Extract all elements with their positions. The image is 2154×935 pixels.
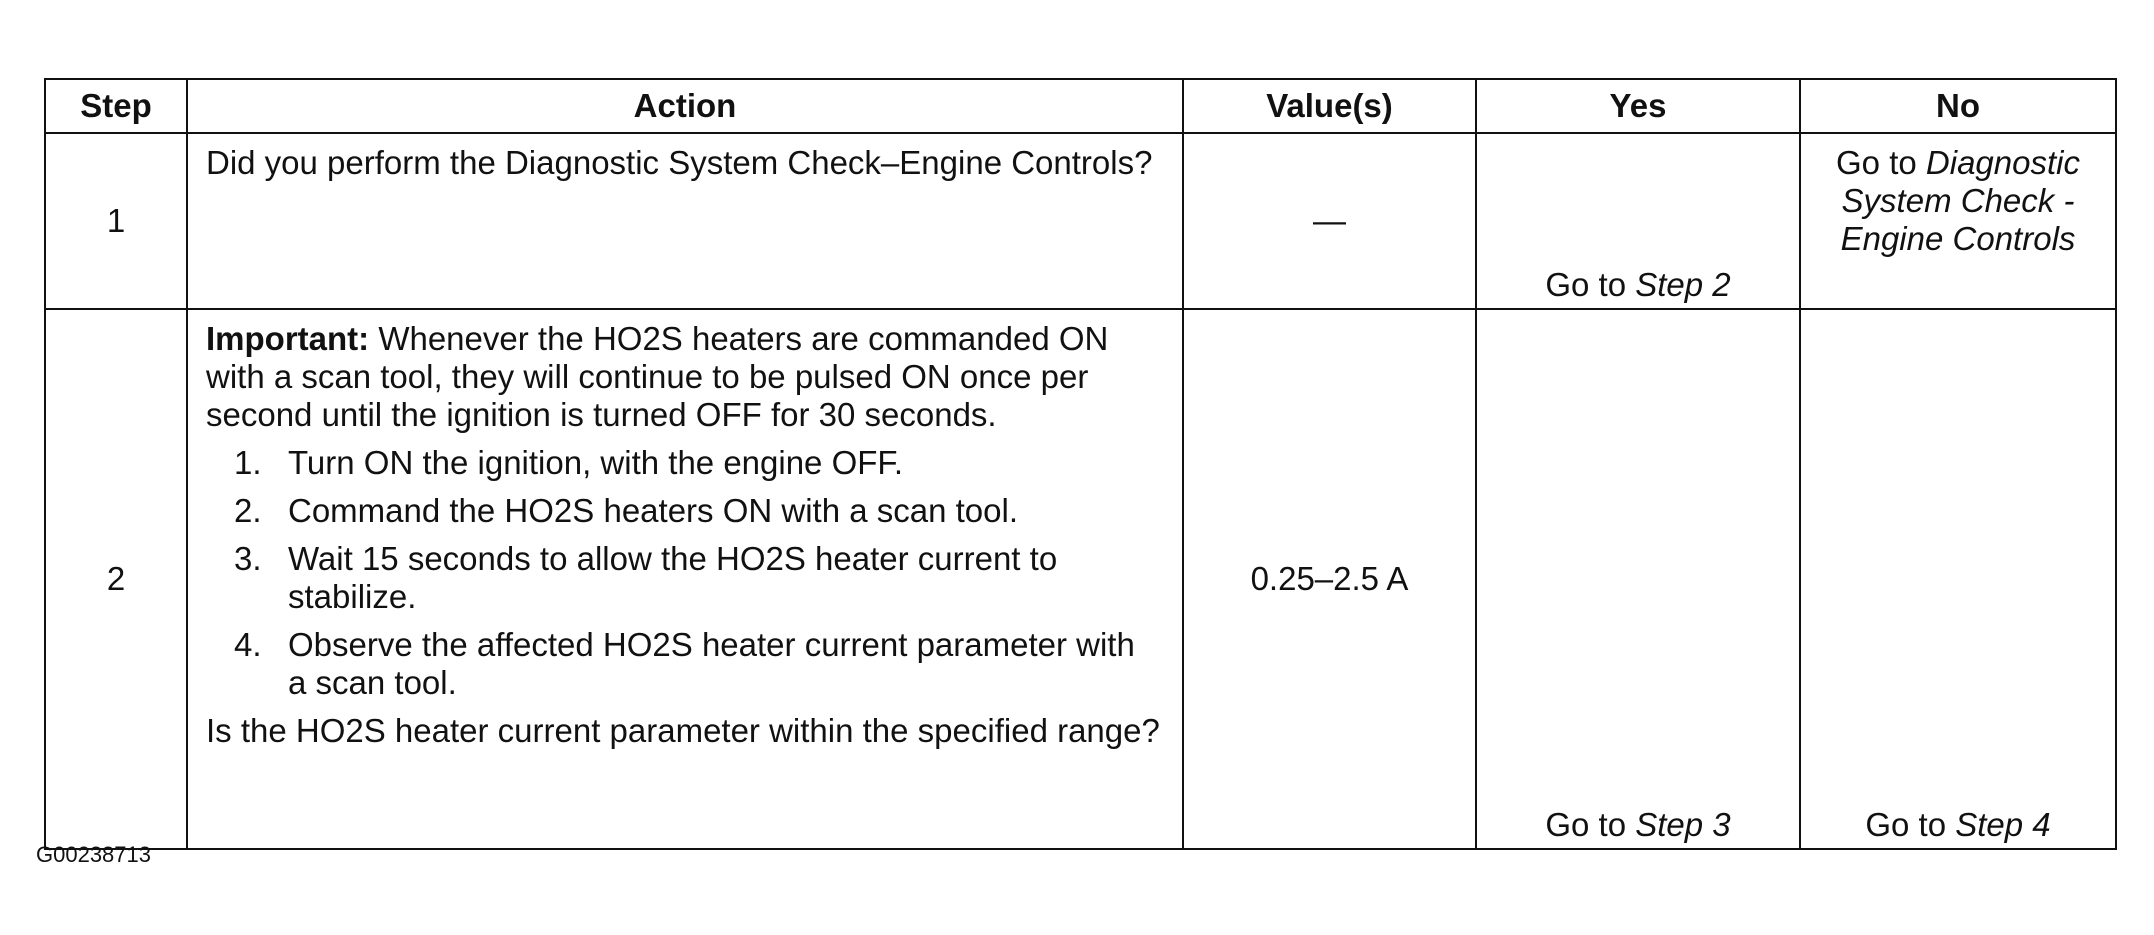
value-cell: — bbox=[1183, 133, 1476, 309]
substep-list bbox=[206, 444, 1162, 702]
header-no: No bbox=[1800, 79, 2116, 133]
yes-step-link[interactable]: Step 3 bbox=[1635, 806, 1731, 843]
substep-text: Observe the affected HO2S heater current parameter with a scan tool. bbox=[288, 626, 1135, 701]
step-number: 1 bbox=[45, 133, 187, 309]
no-cell bbox=[1800, 309, 2116, 849]
table-row bbox=[45, 133, 2116, 309]
table-row bbox=[45, 309, 2116, 849]
no-link-line-3[interactable]: Engine Controls bbox=[1840, 220, 2076, 257]
substep-number: 3. bbox=[234, 540, 262, 577]
important-text: Whenever the HO2S heaters are commanded ON with a scan tool, they will continue to be pulsed ON once per second until the ignition is turned OFF for 30 seconds. bbox=[206, 320, 1109, 433]
substep-number: 4. bbox=[234, 626, 262, 663]
step-number: 2 bbox=[45, 309, 187, 849]
important-note bbox=[206, 320, 1162, 434]
question-text: Is the HO2S heater current parameter within the specified range? bbox=[206, 712, 1160, 749]
action-text: Did you perform the Diagnostic System Check–Engine Controls? bbox=[206, 144, 1153, 181]
substep-number: 2. bbox=[234, 492, 262, 529]
list-item bbox=[206, 444, 1162, 482]
figure-id: G00238713 bbox=[36, 842, 151, 867]
important-label: Important: bbox=[206, 320, 370, 357]
yes-cell bbox=[1476, 133, 1800, 309]
substep-text: Turn ON the ignition, with the engine OFF. bbox=[288, 444, 904, 481]
action-cell bbox=[187, 309, 1183, 849]
no-prefix: Go to bbox=[1865, 806, 1956, 843]
substep-number: 1. bbox=[234, 444, 262, 481]
header-values: Value(s) bbox=[1183, 79, 1476, 133]
header-action: Action bbox=[187, 79, 1183, 133]
list-item bbox=[206, 626, 1162, 702]
yes-step-link[interactable]: Step 2 bbox=[1635, 266, 1731, 303]
no-prefix: Go to bbox=[1836, 144, 1926, 181]
no-step-link[interactable]: Step 4 bbox=[1955, 806, 2051, 843]
table-header-row bbox=[45, 79, 2116, 133]
yes-cell bbox=[1476, 309, 1800, 849]
header-step: Step bbox=[45, 79, 187, 133]
no-cell bbox=[1800, 133, 2116, 309]
no-link-line-1[interactable]: Diagnostic bbox=[1925, 144, 2080, 181]
substep-text: Wait 15 seconds to allow the HO2S heater current to stabilize. bbox=[288, 540, 1058, 615]
no-link-line-2[interactable]: System Check - bbox=[1841, 182, 2075, 219]
diagnostic-table bbox=[44, 78, 2117, 850]
list-item bbox=[206, 492, 1162, 530]
substep-text: Command the HO2S heaters ON with a scan tool. bbox=[288, 492, 1018, 529]
yes-prefix: Go to bbox=[1545, 806, 1636, 843]
action-cell bbox=[187, 133, 1183, 309]
yes-prefix: Go to bbox=[1545, 266, 1636, 303]
list-item bbox=[206, 540, 1162, 616]
header-yes: Yes bbox=[1476, 79, 1800, 133]
value-cell: 0.25–2.5 A bbox=[1183, 309, 1476, 849]
